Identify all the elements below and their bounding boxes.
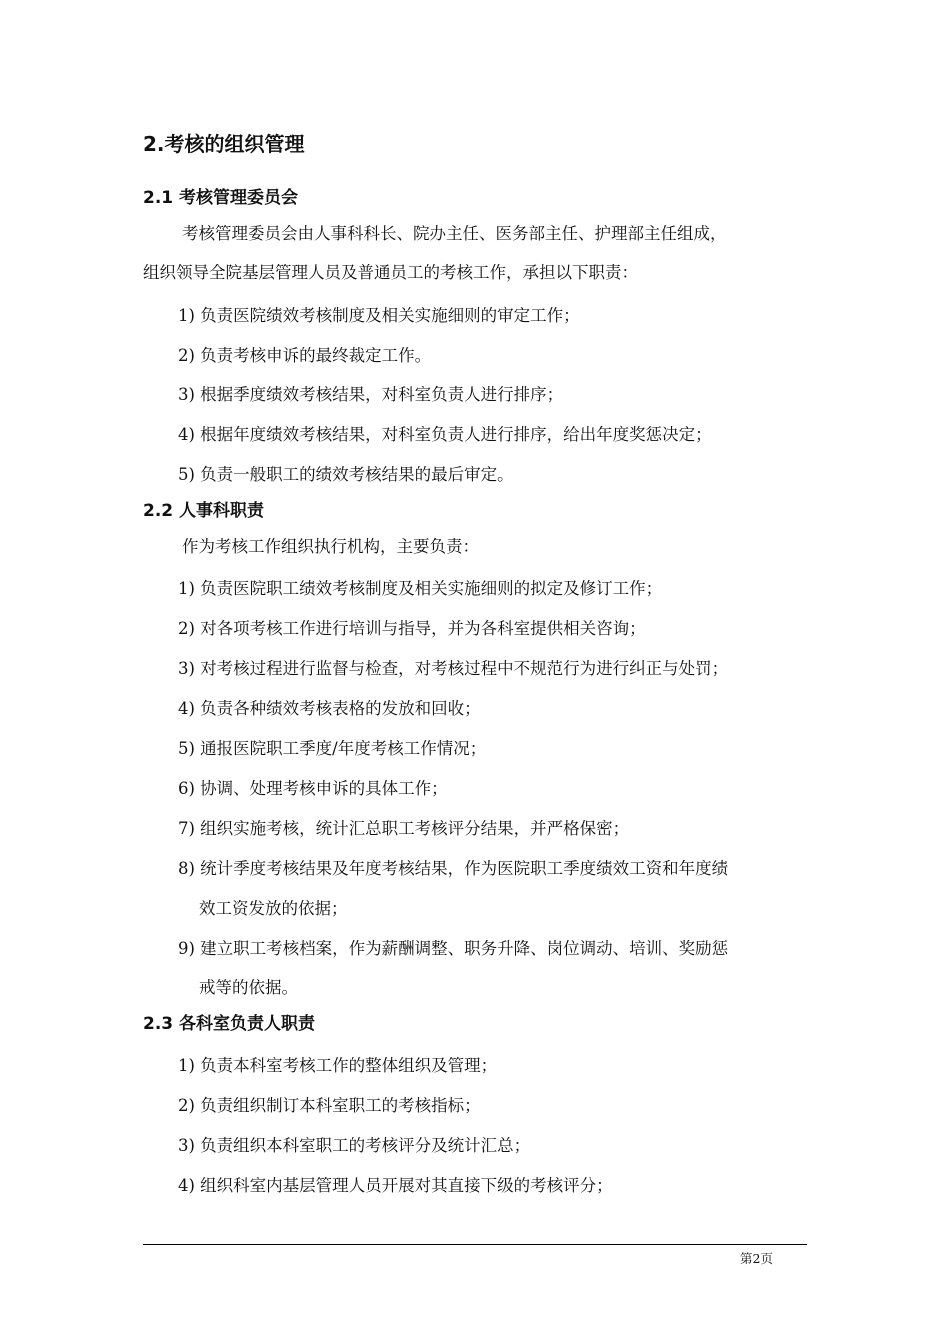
list-item: 1) 负责医院职工绩效考核制度及相关实施细则的拟定及修订工作； (178, 579, 663, 598)
list-item: 4) 组织科室内基层管理人员开展对其直接下级的考核评分； (178, 1176, 613, 1195)
paragraph-line: 考核管理委员会由人事科科长、院办主任、医务部主任、护理部主任组成， (182, 224, 727, 243)
list-item: 4) 根据年度绩效考核结果，对科室负责人进行排序，给出年度奖惩决定； (178, 425, 712, 444)
list-item: 6) 协调、处理考核申诉的具体工作； (178, 779, 448, 798)
page-number: 第2页 (740, 1251, 773, 1266)
list-item: 5) 通报医院职工季度/年度考核工作情况； (178, 739, 487, 758)
section-heading-2-2: 2.2 人事科职责 (143, 501, 265, 521)
list-item: 8) 统计季度考核结果及年度考核结果，作为医院职工季度绩效工资和年度绩 (178, 859, 729, 878)
list-item: 3) 对考核过程进行监督与检查，对考核过程中不规范行为进行纠正与处罚； (178, 659, 729, 678)
footer-divider (143, 1244, 807, 1245)
list-item: 2) 负责组织制订本科室职工的考核指标； (178, 1096, 481, 1115)
list-item-continuation: 戒等的依据。 (199, 978, 298, 997)
paragraph-line: 作为考核工作组织执行机构，主要负责： (182, 537, 479, 556)
list-item: 2) 对各项考核工作进行培训与指导，并为各科室提供相关咨询； (178, 619, 646, 638)
list-item: 1) 负责本科室考核工作的整体组织及管理； (178, 1056, 498, 1075)
page-title: 2.考核的组织管理 (143, 132, 305, 156)
list-item: 3) 根据季度绩效考核结果，对科室负责人进行排序； (178, 385, 564, 404)
list-item: 5) 负责一般职工的绩效考核结果的最后审定。 (178, 465, 514, 484)
list-item: 2) 负责考核申诉的最终裁定工作。 (178, 346, 432, 365)
list-item: 9) 建立职工考核档案，作为薪酬调整、职务升降、岗位调动、培训、奖励惩 (178, 939, 729, 958)
list-item: 1) 负责医院绩效考核制度及相关实施细则的审定工作； (178, 306, 580, 325)
section-heading-2-3: 2.3 各科室负责人职责 (143, 1014, 316, 1034)
paragraph-line: 组织领导全院基层管理人员及普通员工的考核工作，承担以下职责： (143, 263, 638, 282)
list-item: 7) 组织实施考核，统计汇总职工考核评分结果，并严格保密； (178, 819, 630, 838)
list-item: 4) 负责各种绩效考核表格的发放和回收； (178, 699, 481, 718)
section-heading-2-1: 2.1 考核管理委员会 (143, 188, 299, 208)
list-item-continuation: 效工资发放的依据； (199, 899, 348, 918)
list-item: 3) 负责组织本科室职工的考核评分及统计汇总； (178, 1136, 531, 1155)
